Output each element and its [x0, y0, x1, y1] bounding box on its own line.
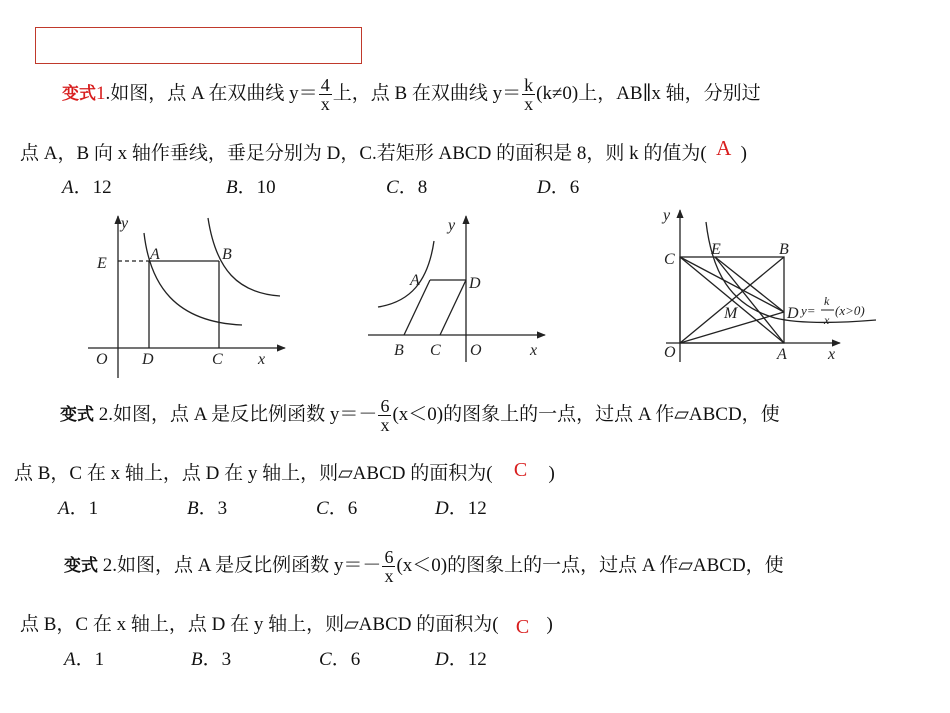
fig3-eq-cond: (x>0) [835, 303, 865, 318]
fig1-label-B: B [222, 246, 232, 263]
problem3-choice-b: B．3 [191, 649, 232, 670]
fig3-label-x: x [828, 346, 836, 363]
fig2-label-x: x [530, 342, 538, 359]
fig1-label-A: A [150, 246, 160, 263]
problem1-label: 变式 [62, 83, 96, 104]
problem2-choice-a: A．1 [58, 498, 99, 519]
problem3-choice-a: A．1 [64, 649, 105, 670]
problem2-line1: 变式 2.如图，点 A 是反比例函数 y＝－ $\frac{6}{x}$ (x＜0)的图象上的一点，过点 A 作▱ABCD，使 [60, 396, 780, 435]
fig1-label-O: O [96, 351, 108, 368]
fig3-label-B: B [779, 241, 789, 258]
fig2-label-B: B [394, 342, 404, 359]
fig1-label-C: C [212, 351, 223, 368]
fig3-label-O: O [664, 344, 676, 361]
fig2-label-D: D [469, 275, 481, 292]
problem3-fraction-6-over-x: $\frac{6}{x}$ [384, 547, 394, 586]
fig2-label-C: C [430, 342, 441, 359]
fig1-label-y: y [121, 215, 129, 232]
problem3-answer: C [515, 616, 530, 638]
fig3-label-C: C [664, 251, 675, 268]
problem1-choice-b: B．10 [226, 177, 276, 198]
problem1-fraction-k-over-x: $\frac{k}{x}$ [524, 75, 534, 114]
fig2-curve [378, 241, 434, 307]
problem1-line2: 点 A，B 向 x 轴作垂线，垂足分别为 D，C.若矩形 ABCD 的面积是 8，则 k 的值为( A ) [20, 136, 747, 164]
figure-2 [368, 216, 545, 362]
problem2-line2: 点 B，C 在 x 轴上，点 D 在 y 轴上，则▱ABCD 的面积为( C ) [14, 459, 555, 484]
problem2-choice-d: D．12 [435, 498, 487, 519]
problem2-answer: C [513, 459, 528, 481]
fig2-label-A: A [410, 272, 420, 289]
problem2-fraction-6-over-x: $\frac{6}{x}$ [380, 396, 390, 435]
fig3-label-M: M [724, 305, 738, 322]
fig3-segment-CD [680, 257, 784, 312]
fig3-eq-num: k [824, 294, 830, 308]
problem1-choice-d: D．6 [537, 177, 580, 198]
problem1-answer: A [716, 136, 732, 160]
figure-1 [88, 215, 285, 378]
fig2-segment-DC [440, 280, 466, 335]
fig2-label-O: O [470, 342, 482, 359]
fig3-label-E: E [711, 241, 721, 258]
fig3-eq-den: x [824, 313, 830, 327]
problem1-number: 1 [96, 82, 106, 104]
problem1-choice-a: A．12 [62, 177, 112, 198]
problem3-choice-d: D．12 [435, 649, 487, 670]
fig3-label-A: A [777, 346, 787, 363]
problem1-choice-c: C．8 [386, 177, 428, 198]
problem2-choice-b: B．3 [187, 498, 228, 519]
figure-3 [661, 207, 876, 363]
problem1-text-c: (k≠0)上，AB∥x 轴，分别过 [536, 82, 761, 104]
problem1-text-a: .如图，点 A 在双曲线 y＝ [105, 82, 318, 104]
fig2-label-y: y [448, 217, 456, 234]
problem1-text-b: 上，点 B 在双曲线 y＝ [332, 82, 522, 104]
problem2-label: 变式 [60, 404, 94, 425]
problem1-fraction-4-over-x: $\frac{4}{x}$ [320, 75, 330, 114]
fig1-label-E: E [97, 255, 107, 272]
problem3-label: 变式 [64, 555, 98, 576]
problem3-choice-c: C．6 [319, 649, 361, 670]
fig3-label-y: y [663, 207, 671, 224]
fig3-label-D: D [787, 305, 799, 322]
fig1-label-D: D [142, 351, 154, 368]
fig3-eq-lhs: y= [801, 303, 816, 318]
fig1-label-x: x [258, 351, 266, 368]
problem2-choice-c: C．6 [316, 498, 358, 519]
problem3-line1: 变式 2.如图，点 A 是反比例函数 y＝－ $\frac{6}{x}$ (x＜0)的图象上的一点，过点 A 作▱ABCD，使 [64, 547, 784, 586]
problem3-line2: 点 B，C 在 x 轴上，点 D 在 y 轴上，则▱ABCD 的面积为( C ) [20, 614, 553, 638]
